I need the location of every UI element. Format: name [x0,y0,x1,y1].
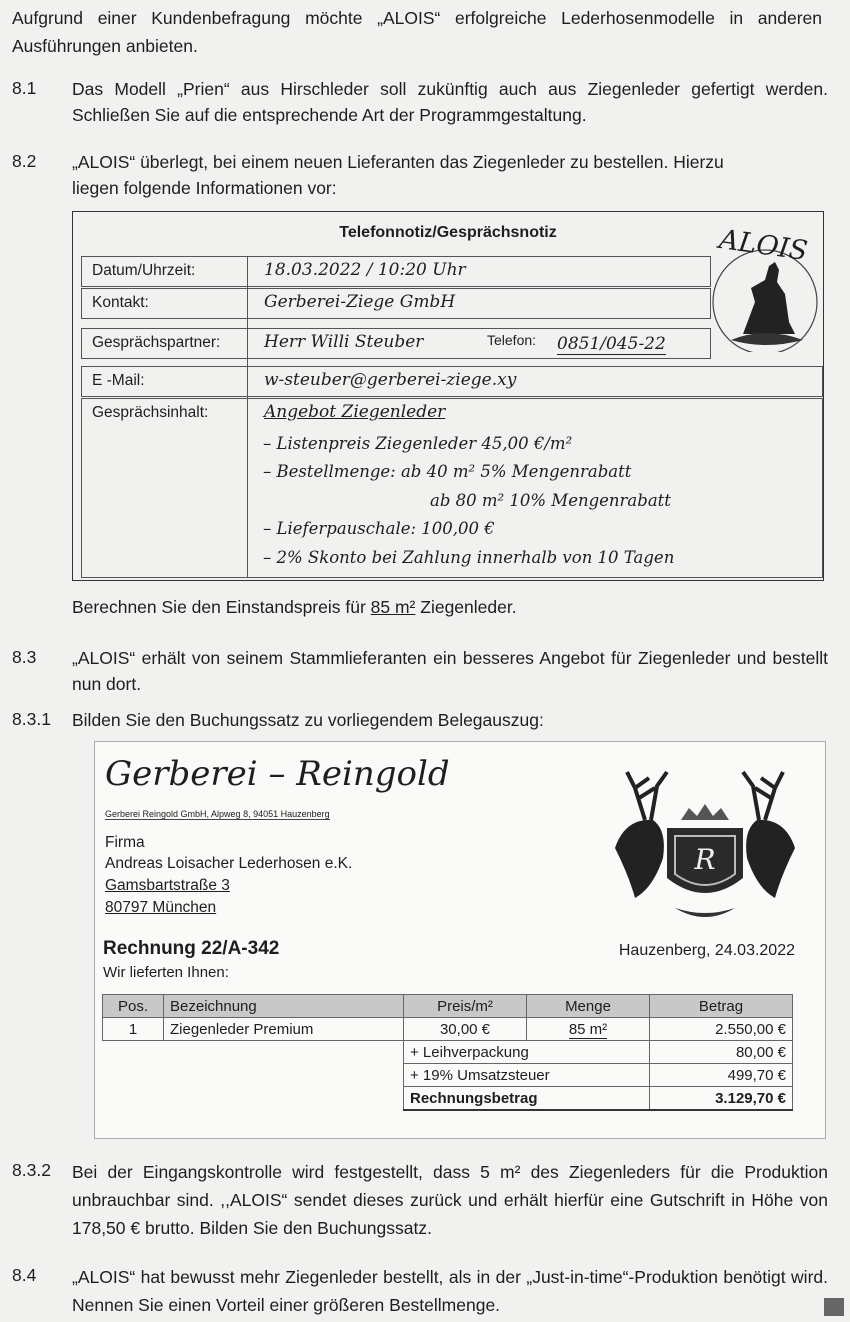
table-header [103,995,793,1018]
invoice-table [102,994,793,1111]
note-line: – Lieferpauschale: 100,00 € [263,519,495,538]
extra-value: 499,70 € [650,1064,793,1087]
task-text: Das Modell „Prien“ aus Hirschleder soll zukünftig auch aus Ziegenleder gefertigt werden. Schließen Sie auf die entsprechende Art der Programmgestaltung. [72,79,828,125]
task-text: „ALOIS“ überlegt, bei einem neuen Lieferanten das Ziegenleder zu bestellen. Hierzu liegen folgende Informationen vor: [72,152,724,198]
alois-logo-text: ALOIS [717,223,810,268]
col-header: Betrag [650,995,793,1018]
task-number: 8.3.2 [12,1160,51,1180]
alois-logo [703,222,823,352]
invoice-subtitle: Wir lieferten Ihnen: [103,964,229,981]
table-row [103,1041,793,1064]
note-line: – Bestellmenge: ab 40 m² 5% Mengenrabatt [263,462,632,481]
col-header: Pos. [103,995,164,1018]
invoice-firm-line: Gerberei Reingold GmbH, Alpweg 8, 94051 Hauzenberg [105,809,330,819]
task-text: Bilden Sie den Buchungssatz zu vorliegendem Belegauszug: [72,710,544,730]
note-row [81,288,711,319]
task-number: 8.2 [12,151,37,171]
note-label: Datum/Uhrzeit: [92,262,196,279]
note-value: Herr Willi Steuber [264,332,424,352]
address-line: Firma [105,834,145,851]
task-text: Bei der Eingangskontrolle wird festgestellt, dass 5 m² des Ziegenleders für die Produktion unbrauchbar sind. ,,ALOIS“ sendet dieses zurück und erhält hierfür eine Gutschrift in Höhe von 178,50 € brutto. Bilden Sie den Buchungssatz. [72,1162,828,1238]
table-row [103,1064,793,1087]
invoice-box [94,741,826,1139]
reingold-logo [605,758,805,928]
cell-bez: Ziegenleder Premium [164,1018,404,1041]
note-row [81,256,711,287]
note-value: Gerberei-Ziege GmbH [264,292,456,312]
note-line: – Listenpreis Ziegenleder 45,00 €/m² [263,434,573,453]
telefon-value: 0851/045-22 [557,334,666,354]
cell-preis: 30,00 € [404,1018,527,1041]
invoice-date: Hauzenberg, 24.03.2022 [618,942,795,959]
telefon-label: Telefon: [487,332,537,348]
task-number: 8.4 [12,1265,37,1285]
crest-letter: R [694,843,716,876]
task-text: „ALOIS“ erhält von seinem Stammlieferanten ein besseres Angebot für Ziegenleder und bestellt nun dort. [72,648,828,694]
calc-text-end: Ziegenleder. [415,597,517,617]
calc-amount: 85 m² [370,597,416,617]
table-row [103,1018,793,1041]
task-number: 8.3 [12,647,37,667]
label-divider [247,256,248,578]
page-marker [824,1298,844,1316]
calc-text: Berechnen Sie den Einstandspreis für [72,597,371,617]
address-line: Andreas Loisacher Lederhosen e.K. [105,855,353,872]
invoice-title: Rechnung 22/A-342 [103,938,280,959]
total-value: 3.129,70 € [650,1087,793,1111]
phone-note-title: Telefonnotiz/Gesprächsnotiz [339,224,557,241]
cell-pos: 1 [103,1018,164,1041]
extra-label: + Leihverpackung [404,1041,650,1064]
note-row [81,328,711,359]
col-header: Preis/m² [404,995,527,1018]
task-text: „ALOIS“ hat bewusst mehr Ziegenleder bestellt, als in der „Just-in-time“-Produktion benötigt wird. Nennen Sie einen Vorteil einer größeren Bestellmenge. [72,1267,828,1315]
phone-note-box [72,211,824,581]
note-line: ab 80 m² 10% Mengenrabatt [430,491,671,510]
extra-value: 80,00 € [650,1041,793,1064]
menge-value: 85 m² [568,1020,608,1038]
intro-text: Aufgrund einer Kundenbefragung möchte „ALOIS“ erfolgreiche Lederhosenmodelle in anderen Ausführungen anbieten. [12,8,822,56]
total-label: Rechnungsbetrag [404,1087,650,1111]
cell-menge [527,1018,650,1041]
note-label: Gesprächspartner: [92,334,221,351]
cell-betrag: 2.550,00 € [650,1018,793,1041]
note-value: w-steuber@gerberei-ziege.xy [264,370,517,390]
col-header: Menge [527,995,650,1018]
address-line: Gamsbartstraße 3 [105,877,230,894]
table-row [103,1087,793,1111]
note-label: Kontakt: [92,294,149,311]
note-line: – 2% Skonto bei Zahlung innerhalb von 10 Tagen [263,548,675,567]
note-label: E -Mail: [92,372,145,389]
invoice-firm-name: Gerberei – Reingold [105,754,450,794]
note-value: 18.03.2022 / 10:20 Uhr [264,260,466,280]
note-value: Angebot Ziegenleder [264,402,446,422]
note-row [81,366,823,397]
address-line: 80797 München [105,899,217,916]
calc-instruction [72,595,517,620]
col-header: Bezeichnung [164,995,404,1018]
task-number: 8.1 [12,78,37,98]
extra-label: + 19% Umsatzsteuer [404,1064,650,1087]
task-number: 8.3.1 [12,709,51,729]
note-label: Gesprächsinhalt: [92,404,209,421]
